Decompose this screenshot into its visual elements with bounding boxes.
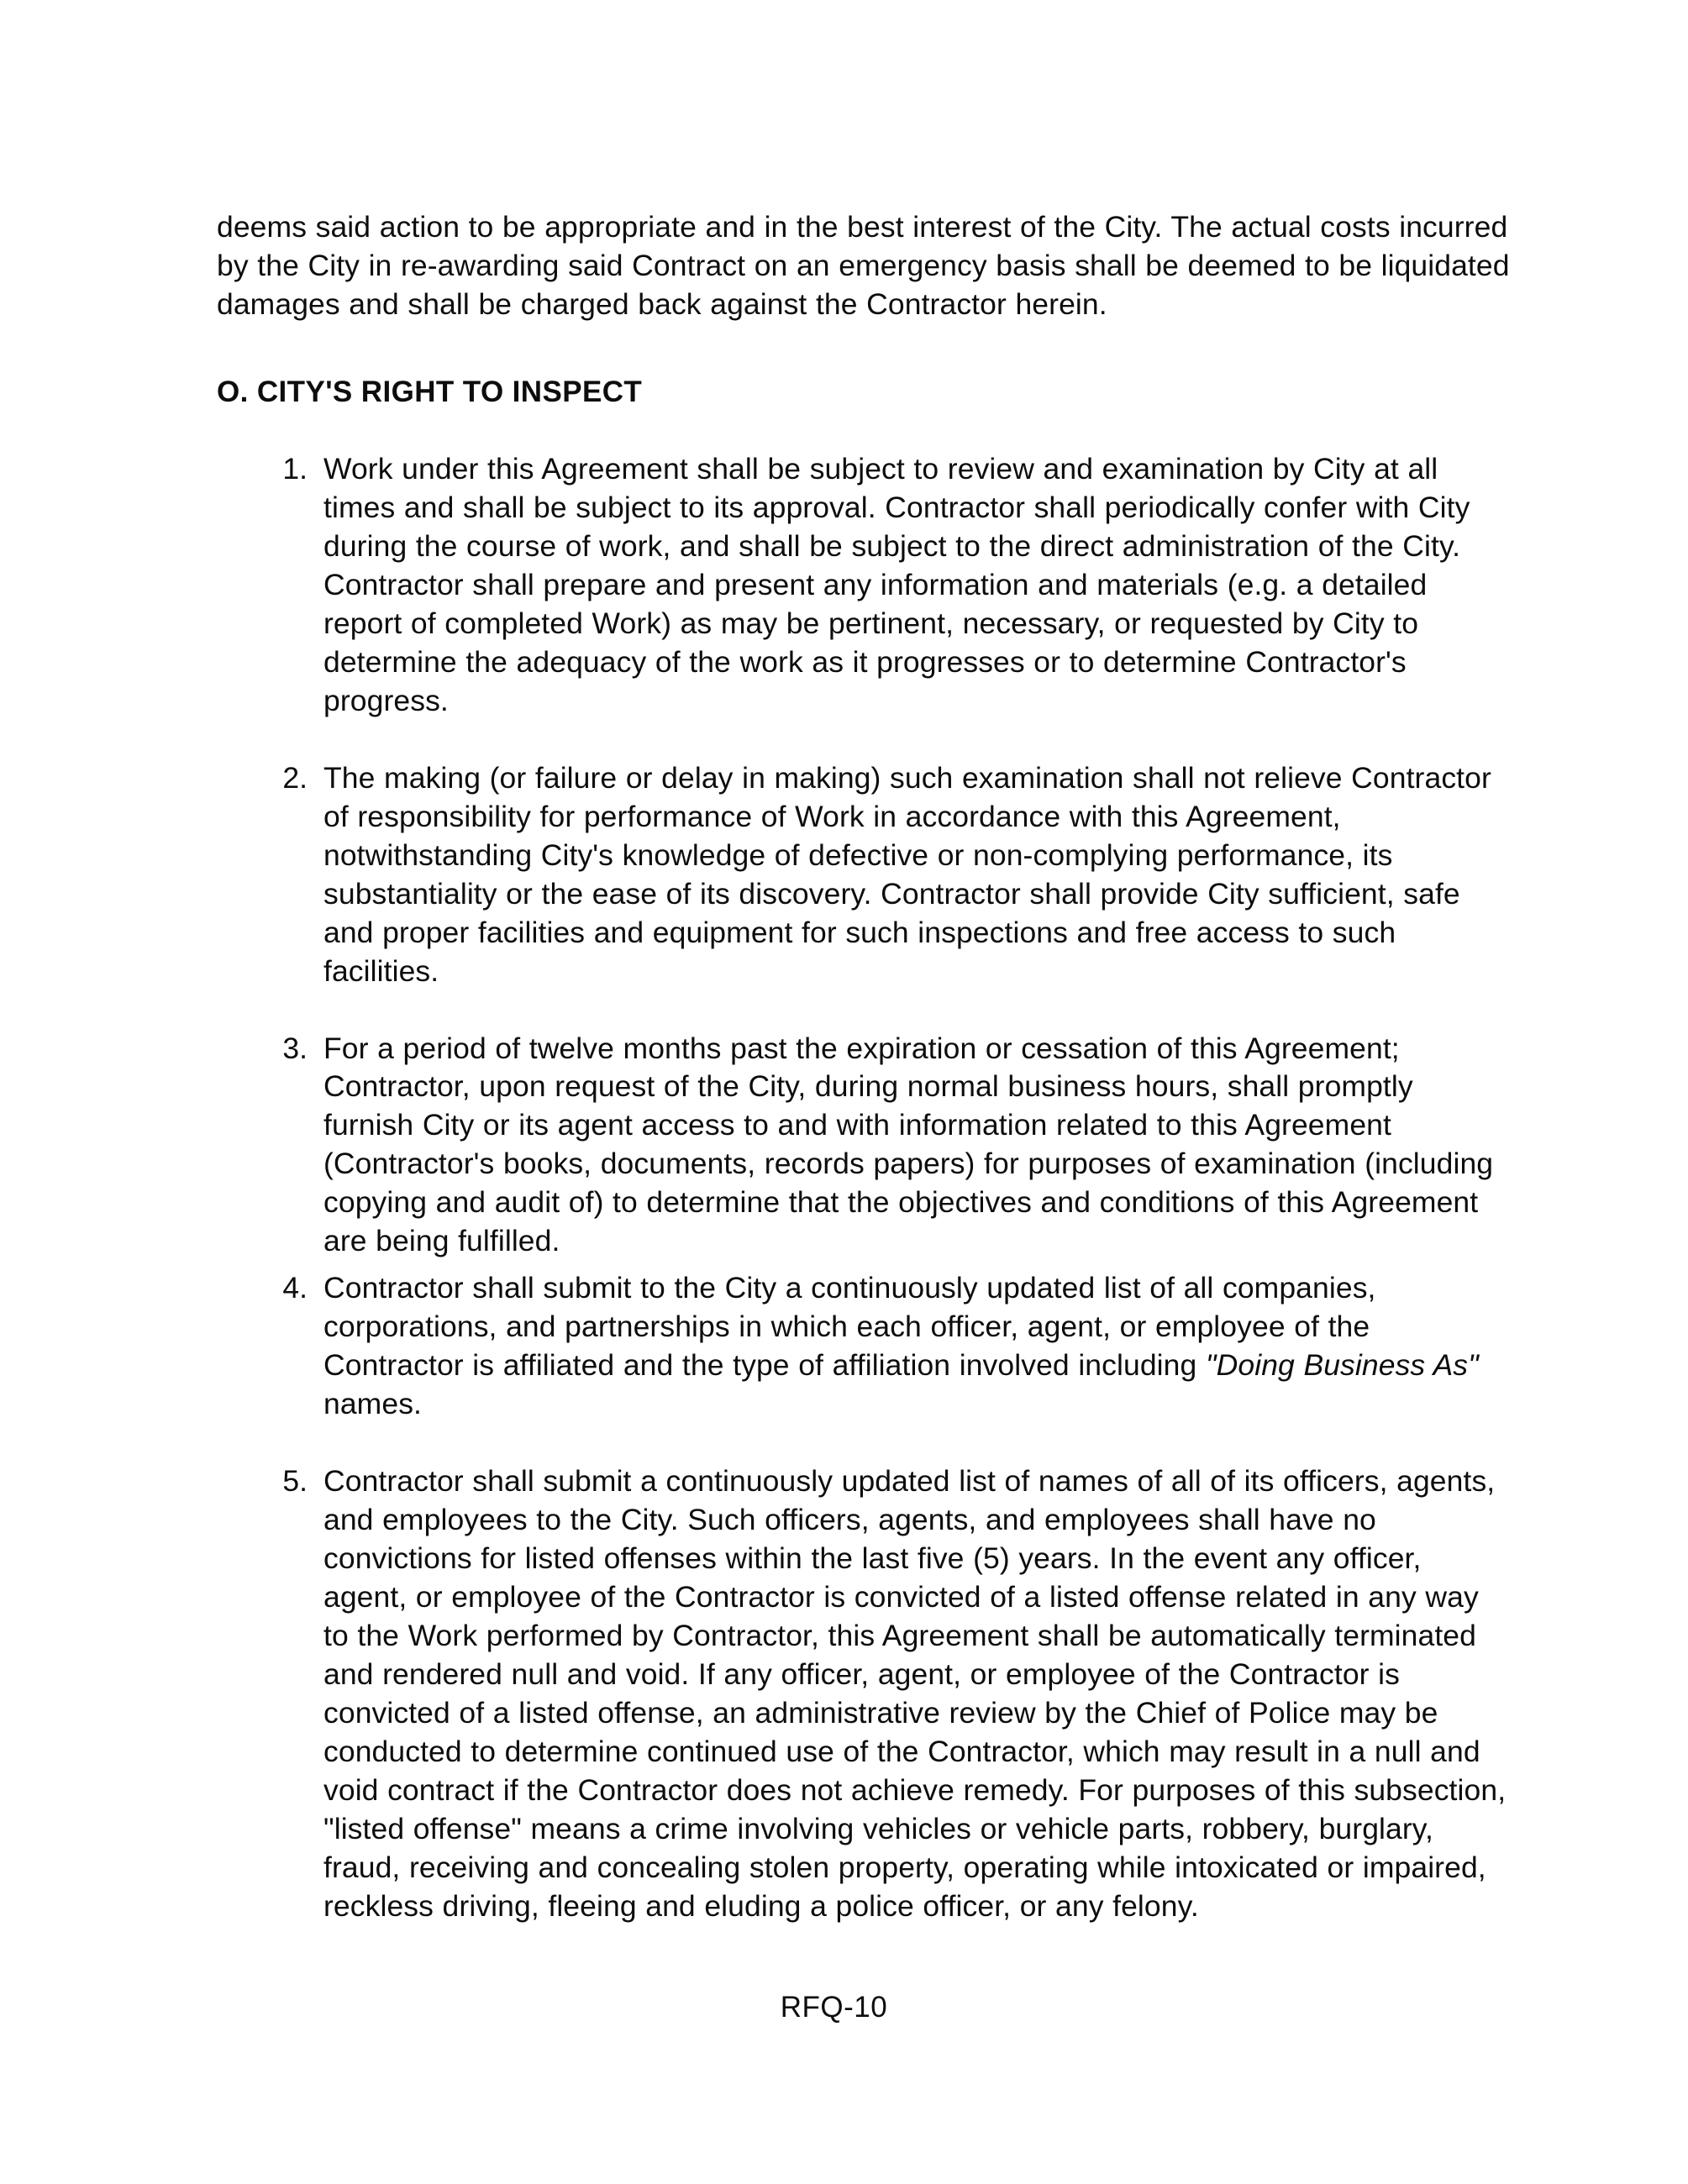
lead-paragraph: deems said action to be appropriate and in the best interest of the City. The actual costs incurred by the City in re-awarding said Contract on an emergency basis shall be deemed to be liquidated damages and shall be charged back against the Contractor herein. <box>217 210 1510 321</box>
list-item <box>217 1269 1511 1424</box>
page-number-label: RFQ-10 <box>780 1991 888 2024</box>
numbered-clause-list <box>217 450 1511 1926</box>
doing-business-as-italic: "Doing Business As" <box>1205 1348 1479 1383</box>
list-item <box>217 1030 1511 1262</box>
list-item-text: Work under this Agreement shall be subject to review and examination by City at all times and shall be subject to its approval. Contractor shall periodically confer with City during the course of work, and shall be subject to the direct administration of the City. Contractor shall prepare and present any information and materials (e.g. a detailed report of completed Work) as may be pertinent, necessary, or requested by City to determine the adequacy of the work as it progresses or to determine Contractor's progress. <box>323 451 1470 717</box>
list-item-number: 5. <box>282 1464 308 1499</box>
list-item-number: 1. <box>282 451 308 486</box>
list-item <box>217 1462 1511 1926</box>
list-item-text: For a period of twelve months past the expiration or cessation of this Agreement; Contractor, upon request of the City, during normal business hours, shall promptly furnish City or its agent access to and with information related to this Agreement (Contractor's books, documents, records papers) for purposes of examination (including copying and audit of) to determine that the objectives and conditions of this Agreement are being fulfilled. <box>323 1031 1494 1258</box>
list-item-number: 3. <box>282 1031 308 1065</box>
list-item-text-segment: Contractor shall submit to the City a continuously updated list of all companies, corporations, and partnerships in which each officer, agent, or employee of the Contractor is affiliated and the type of affiliation involved including <box>323 1271 1376 1383</box>
section-heading: O. CITY'S RIGHT TO INSPECT <box>217 375 643 408</box>
list-item-number: 2. <box>282 760 308 795</box>
document-body <box>217 208 1511 1926</box>
list-item-text-segment: names. <box>323 1387 423 1421</box>
list-item-text <box>323 1269 1511 1424</box>
list-item-text: Contractor shall submit a continuously updated list of names of all of its officers, agents, and employees to the City. Such officers, agents, and employees shall have no convictions for listed offenses within the last five (5) years. In the event any officer, agent, or employee of the Contractor is convicted of a listed offense related in any way to the Work performed by Contractor, this Agreement shall be automatically terminated and rendered null and void. If any officer, agent, or employee of the Contractor is convicted of a listed offense, an administrative review by the Chief of Police may be conducted to determine continued use of the Contractor, which may result in a null and void contract if the Contractor does not achieve remedy. For purposes of this subsection, "listed offense" means a crime involving vehicles or vehicle parts, robbery, burglary, fraud, receiving and concealing stolen property, operating while intoxicated or impaired, reckless driving, fleeing and eluding a police officer, or any felony. <box>323 1464 1507 1923</box>
list-item <box>217 759 1511 991</box>
page-footer <box>0 1991 1688 2024</box>
list-item-text: The making (or failure or delay in making) such examination shall not relieve Contractor of responsibility for performance of Work in accordance with this Agreement, notwithstanding City's knowledge of defective or non-complying performance, its substantiality or the ease of its discovery. Contractor shall provide City sufficient, safe and proper facilities and equipment for such inspections and free access to such facilities. <box>323 760 1491 988</box>
list-item <box>217 450 1511 721</box>
list-item-number: 4. <box>282 1271 308 1305</box>
